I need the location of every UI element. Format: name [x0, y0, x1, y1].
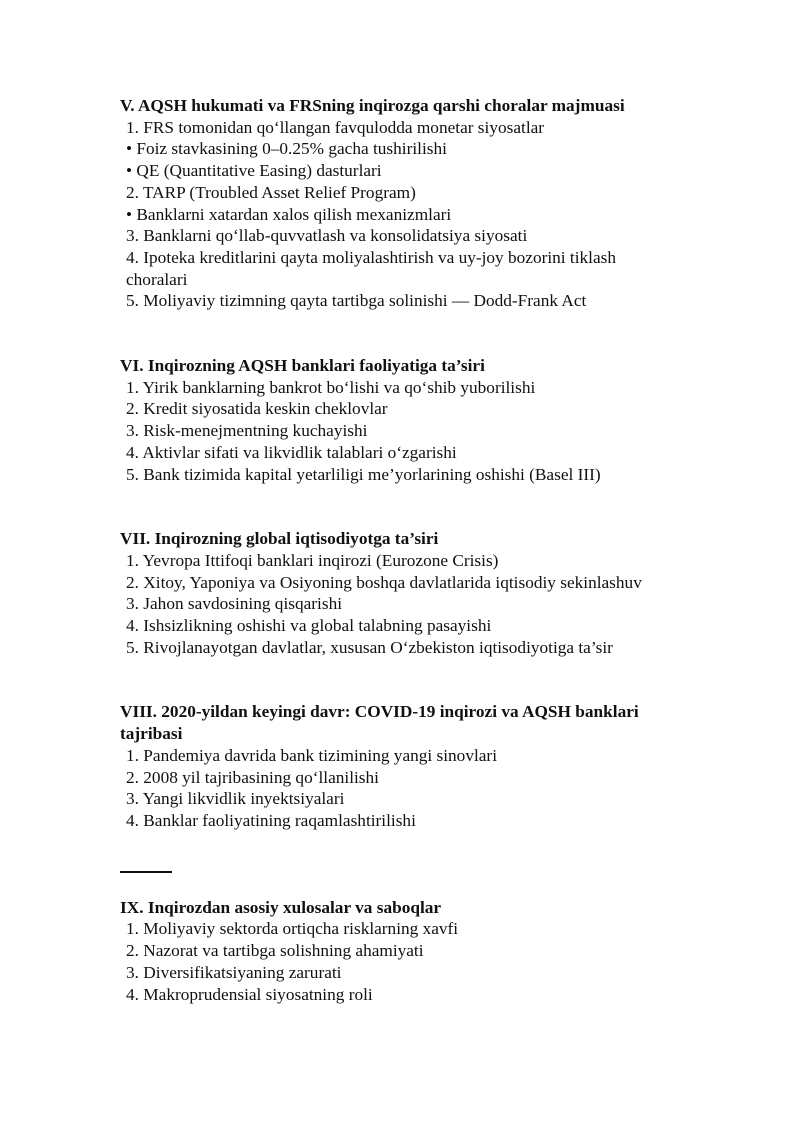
- section-heading: IX. Inqirozdan asosiy xulosalar va saboqlar: [120, 897, 442, 917]
- list-item: 5. Rivojlanayotgan davlatlar, xususan O‘zbekiston iqtisodiyotiga ta’sir: [126, 637, 613, 657]
- list-item: 1. Yirik banklarning bankrot bo‘lishi va qo‘shib yuborilishi: [126, 377, 536, 397]
- list-item: 1. FRS tomonidan qo‘llangan favqulodda monetar siyosatlar: [126, 117, 545, 137]
- list-item: 4. Banklar faoliyatining raqamlashtirilishi: [126, 810, 416, 830]
- list-item: 4. Ishsizlikning oshishi va global talabning pasayishi: [126, 616, 492, 636]
- section-heading: VII. Inqirozning global iqtisodiyotga ta’siri: [120, 529, 439, 549]
- list-item: 2. Xitoy, Yaponiya va Osiyoning boshqa davlatlarida iqtisodiy sekinlashuv: [126, 572, 642, 592]
- list-item: 3. Yangi likvidlik inyektsiyalari: [126, 789, 345, 809]
- list-item: 1. Moliyaviy sektorda ortiqcha risklarning xavfi: [126, 919, 459, 939]
- list-item: 4. Makroprudensial siyosatning roli: [126, 984, 373, 1004]
- list-item: 3. Jahon savdosining qisqarishi: [126, 594, 343, 614]
- list-item: • QE (Quantitative Easing) dasturlari: [126, 161, 382, 181]
- section-vii: [120, 528, 680, 658]
- list-item: 1. Yevropa Ittifoqi banklari inqirozi (Eurozone Crisis): [126, 550, 499, 570]
- list-item: 5. Bank tizimida kapital yetarliligi me’yorlarining oshishi (Basel III): [126, 464, 601, 484]
- list-item: 4. Aktivlar sifati va likvidlik talablari o‘zgarishi: [126, 442, 457, 462]
- section-viii: [120, 701, 680, 831]
- list-item: 2. Nazorat va tartibga solishning ahamiyati: [126, 941, 424, 961]
- section-v: [120, 95, 680, 312]
- list-item: • Foiz stavkasining 0–0.25% gacha tushirilishi: [126, 139, 447, 159]
- section-heading: V. AQSH hukumati va FRSning inqirozga qarshi choralar majmuasi: [120, 96, 625, 115]
- list-item: 3. Risk-menejmentning kuchayishi: [126, 421, 368, 441]
- section-heading: VIII. 2020-yildan keyingi davr: COVID-19 inqirozi va AQSH banklari tajribasi: [120, 702, 639, 744]
- horizontal-rule: [120, 871, 172, 873]
- list-item: 2. TARP (Troubled Asset Relief Program): [126, 182, 416, 202]
- list-item: 3. Diversifikatsiyaning zarurati: [126, 962, 342, 982]
- section-heading: VI. Inqirozning AQSH banklari faoliyatiga ta’siri: [120, 356, 485, 376]
- list-item: • Banklarni xatardan xalos qilish mexanizmlari: [126, 204, 452, 224]
- section-ix: [120, 897, 680, 1006]
- list-item: 1. Pandemiya davrida bank tizimining yangi sinovlari: [126, 745, 497, 765]
- section-vi: [120, 355, 680, 485]
- list-item: 4. Ipoteka kreditlarini qayta moliyalashtirish va uy-joy bozorini tiklash choralari: [126, 247, 621, 289]
- list-item: 2. Kredit siyosatida keskin cheklovlar: [126, 399, 388, 419]
- list-item: 3. Banklarni qo‘llab-quvvatlash va konsolidatsiya siyosati: [126, 226, 528, 246]
- list-item: 5. Moliyaviy tizimning qayta tartibga solinishi — Dodd-Frank Act: [126, 291, 587, 311]
- list-item: 2. 2008 yil tajribasining qo‘llanilishi: [126, 767, 379, 787]
